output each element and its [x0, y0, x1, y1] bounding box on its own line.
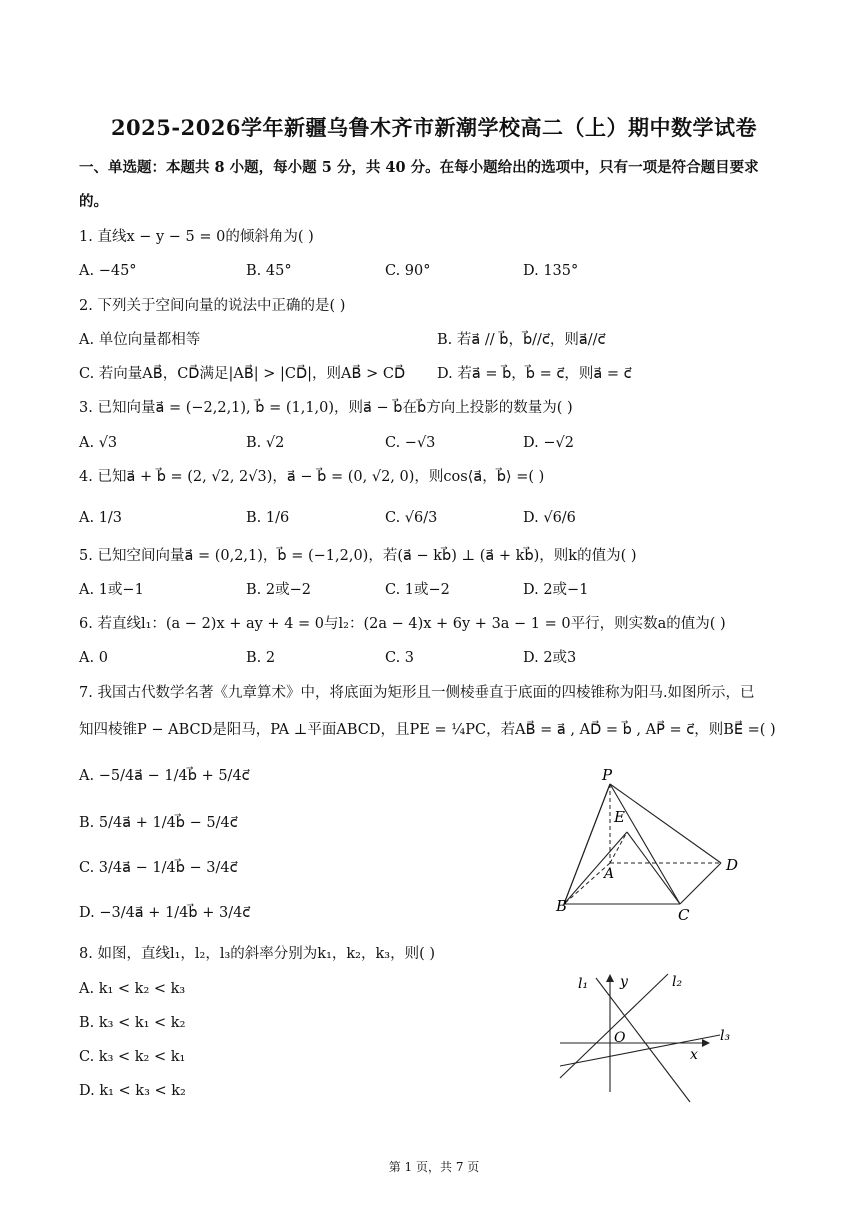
question-7-option-d: D. −3/4a⃗ + 1/4b⃗ + 3/4c⃗ [79, 905, 251, 921]
question-6-stem: 6. 若直线l₁：(a − 2)x + ay + 4 = 0与l₂：(2a − 4)x + 6y + 3a − 1 = 0平行，则实数a的值为( ) [79, 616, 726, 632]
question-3-option-a: A. √3 [79, 435, 118, 451]
question-7-stem-line1: 7. 我国古代数学名著《九章算术》中，将底面为矩形且一侧棱垂直于底面的四棱锥称为阳马.如图所示，已 [79, 685, 755, 701]
question-8-option-d: D. k₁ < k₃ < k₂ [79, 1083, 186, 1099]
label-l3: l₃ [720, 1028, 731, 1044]
slope-lines-figure [550, 962, 750, 1104]
question-4-option-c: C. √6/3 [385, 510, 438, 526]
label-p: P [602, 766, 613, 784]
question-2-option-c: C. 若向量AB⃗，CD⃗满足|AB⃗| > |CD⃗|，则AB⃗ > CD⃗ [79, 366, 406, 382]
label-l1: l₁ [578, 976, 589, 992]
page-title: 2025-2026学年新疆乌鲁木齐市新潮学校高二（上）期中数学试卷 [110, 115, 758, 140]
question-1-option-a: A. −45° [79, 263, 137, 279]
question-3-option-d: D. −√2 [523, 435, 574, 451]
question-7-option-c: C. 3/4a⃗ − 1/4b⃗ − 3/4c⃗ [79, 860, 238, 876]
label-e: E [614, 808, 625, 826]
question-4-stem: 4. 已知a⃗ + b⃗ = (2, √2, 2√3)，a⃗ − b⃗ = (0, √2, 0)，则cos⟨a⃗，b⃗⟩ =( ) [79, 469, 545, 485]
question-3-option-b: B. √2 [246, 435, 285, 451]
question-7-stem-line2: 知四棱锥P − ABCD是阳马，PA ⊥平面ABCD，且PE = ¼PC，若AB⃗ = a⃗ , AD⃗ = b⃗ , AP⃗ = c⃗，则BE⃗ =( ) [79, 722, 776, 738]
question-1-stem: 1. 直线x − y − 5 = 0的倾斜角为( ) [79, 229, 314, 245]
section-heading-line1: 一、单选题：本题共 8 小题，每小题 5 分，共 40 分。在每小题给出的选项中，只有一项是符合题目要求 [79, 159, 759, 176]
question-8-stem: 8. 如图，直线l₁，l₂，l₃的斜率分别为k₁，k₂，k₃，则( ) [79, 946, 436, 962]
question-5-stem: 5. 已知空间向量a⃗ = (0,2,1)，b⃗ = (−1,2,0)，若(a⃗ − kb⃗) ⊥ (a⃗ + kb⃗)，则k的值为( ) [79, 548, 637, 564]
question-5-option-a: A. 1或−1 [79, 582, 144, 598]
question-2-stem: 2. 下列关于空间向量的说法中正确的是( ) [79, 298, 346, 314]
label-l2: l₂ [672, 974, 683, 990]
question-5-option-b: B. 2或−2 [246, 582, 311, 598]
question-4-option-d: D. √6/6 [523, 510, 576, 526]
label-x: x [690, 1047, 698, 1063]
question-4-option-b: B. 1/6 [246, 510, 290, 526]
question-7-option-b: B. 5/4a⃗ + 1/4b⃗ − 5/4c⃗ [79, 815, 238, 831]
pyramid-figure [548, 760, 748, 930]
question-6-option-c: C. 3 [385, 650, 415, 666]
question-1-option-b: B. 45° [246, 263, 292, 279]
question-1-option-d: D. 135° [523, 263, 579, 279]
label-a: A [604, 866, 615, 882]
question-8-option-b: B. k₃ < k₁ < k₂ [79, 1015, 186, 1031]
question-6-option-b: B. 2 [246, 650, 276, 666]
page-footer: 第 1 页，共 7 页 [388, 1160, 480, 1174]
question-6-option-a: A. 0 [79, 650, 108, 666]
question-4-option-a: A. 1/3 [79, 510, 123, 526]
question-6-option-d: D. 2或3 [523, 650, 577, 666]
label-b: B [556, 897, 568, 915]
question-2-option-a: A. 单位向量都相等 [79, 332, 201, 348]
section-heading-line2: 的。 [79, 193, 108, 210]
question-1-option-c: C. 90° [385, 263, 431, 279]
label-y: y [620, 974, 628, 990]
question-2-option-d: D. 若a⃗ = b⃗，b⃗ = c⃗，则a⃗ = c⃗ [437, 366, 632, 382]
question-5-option-c: C. 1或−2 [385, 582, 450, 598]
question-8-option-a: A. k₁ < k₂ < k₃ [79, 981, 186, 997]
question-2-option-b: B. 若a⃗ // b⃗，b⃗//c⃗，则a⃗//c⃗ [437, 332, 606, 348]
label-c: C [678, 906, 690, 924]
question-8-option-c: C. k₃ < k₂ < k₁ [79, 1049, 186, 1065]
question-7-option-a: A. −5/4a⃗ − 1/4b⃗ + 5/4c⃗ [79, 768, 250, 784]
question-3-stem: 3. 已知向量a⃗ = (−2,2,1), b⃗ = (1,1,0)，则a⃗ − b⃗在b⃗方向上投影的数量为( ) [79, 400, 573, 416]
question-3-option-c: C. −√3 [385, 435, 436, 451]
label-d: D [726, 856, 739, 874]
label-origin: O [614, 1030, 626, 1046]
question-5-option-d: D. 2或−1 [523, 582, 589, 598]
